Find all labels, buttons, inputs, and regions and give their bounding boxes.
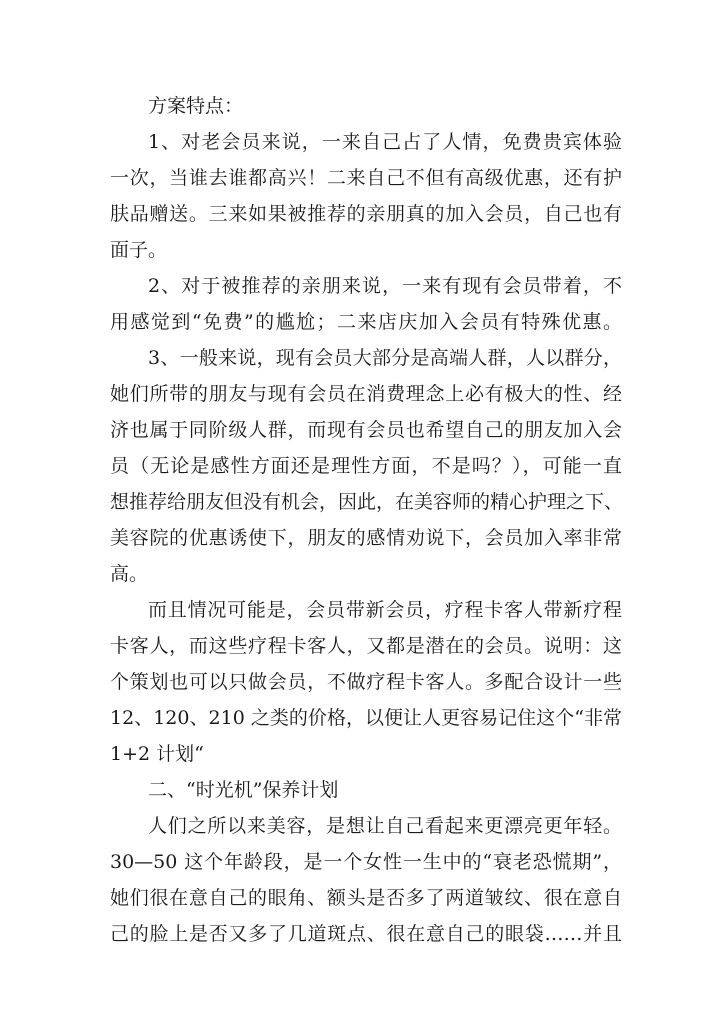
paragraph-line: 一次，当谁去谁都高兴！二来自己不但有高级优惠，还有护: [110, 167, 622, 189]
paragraph-line: 2、对于被推荐的亲朋来说，一来有现有会员带着，不: [148, 275, 622, 297]
paragraph-line: 员（无论是感性方面还是理性方面，不是吗？），可能一直: [110, 455, 622, 477]
paragraph-line: 面子。: [110, 239, 168, 261]
paragraph-line: 想推荐给朋友但没有机会，因此，在美容师的精心护理之下、: [110, 491, 624, 513]
section-heading-time-machine: 二、“时光机”保养计划: [148, 779, 339, 801]
paragraph-line: 济也属于同阶级人群，而现有会员也希望自己的朋友加入会: [110, 419, 622, 441]
paragraph-line: 她们所带的朋友与现有会员在消费理念上必有极大的性、经: [110, 383, 622, 405]
paragraph-line: 人们之所以来美容，是想让自己看起来更漂亮更年轻。: [148, 815, 622, 837]
paragraph-line: 1、对老会员来说，一来自己占了人情，免费贵宾体验: [148, 131, 622, 153]
paragraph-line: 而且情况可能是，会员带新会员，疗程卡客人带新疗程: [148, 599, 622, 621]
paragraph-line: 个策划也可以只做会员，不做疗程卡客人。多配合设计一些: [110, 671, 622, 693]
paragraph-line: 高。: [110, 563, 149, 585]
paragraph-line: 3、一般来说，现有会员大部分是高端人群，人以群分，: [148, 347, 622, 369]
paragraph-line: 肤品赠送。三来如果被推荐的亲朋真的加入会员，自己也有: [110, 203, 622, 225]
paragraph-line: 她们很在意自己的眼角、额头是否多了两道皱纹、很在意自: [110, 887, 622, 909]
section-heading-plan-features: 方案特点：: [148, 95, 244, 117]
paragraph-line: 美容院的优惠诱使下，朋友的感情劝说下，会员加入率非常: [110, 527, 622, 549]
paragraph-line: 己的脸上是否又多了几道斑点、很在意自己的眼袋……并且: [110, 923, 622, 945]
paragraph-line: 1+2 计划“: [110, 743, 204, 765]
paragraph-line: 12、120、210 之类的价格，以便让人更容易记住这个“非常: [110, 707, 622, 729]
paragraph-line: 用感觉到“免费”的尴尬；二来店庆加入会员有特殊优惠。: [110, 311, 622, 333]
paragraph-line: 卡客人，而这些疗程卡客人，又都是潜在的会员。说明：这: [110, 635, 622, 657]
paragraph-line: 30—50 这个年龄段，是一个女性一生中的“衰老恐慌期”，: [110, 851, 622, 873]
